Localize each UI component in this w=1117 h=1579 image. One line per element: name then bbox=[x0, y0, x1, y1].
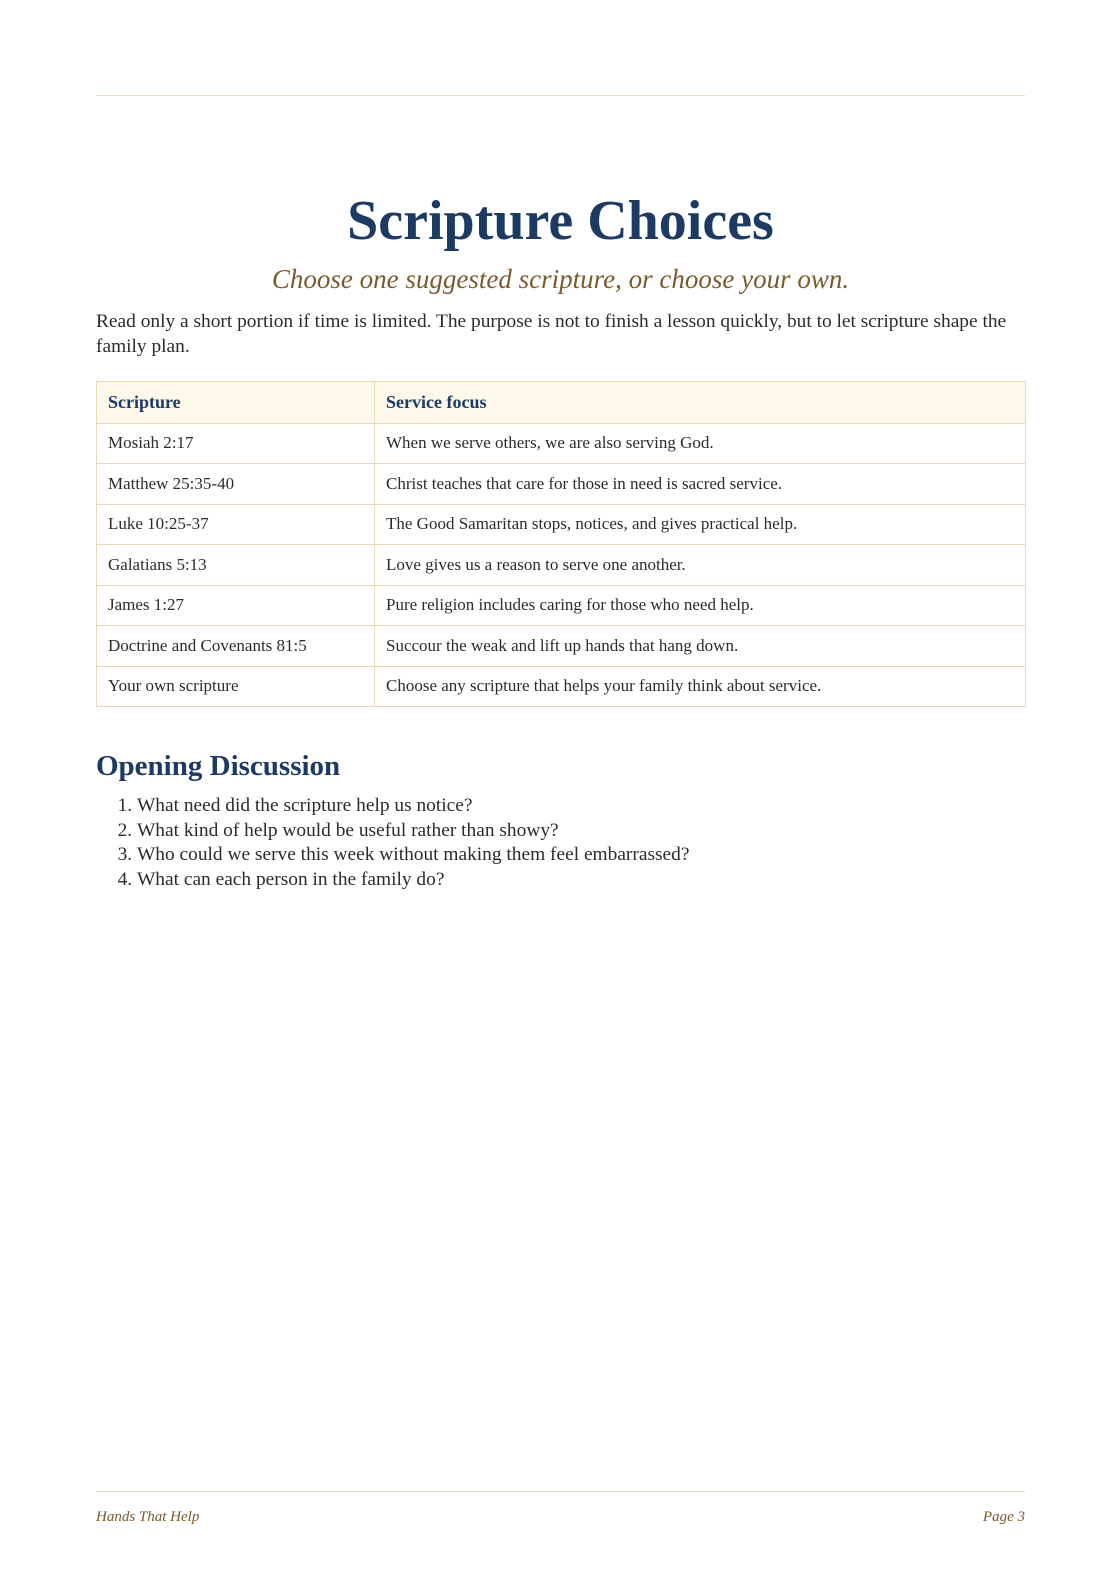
scripture-cell: Your own scripture bbox=[97, 666, 375, 707]
table-row bbox=[97, 423, 1026, 464]
footer-page-number: Page 3 bbox=[982, 1509, 1025, 1525]
page-title: Scripture Choices bbox=[347, 190, 774, 252]
list-item: 1. What need did the scripture help us notice? bbox=[137, 794, 1037, 819]
table-header-row bbox=[97, 382, 1026, 424]
service-focus-cell: Succour the weak and lift up hands that hang down. bbox=[375, 626, 1026, 667]
scripture-cell: James 1:27 bbox=[97, 585, 375, 626]
footer-divider bbox=[96, 1491, 1025, 1492]
service-focus-cell: Pure religion includes caring for those who need help. bbox=[375, 585, 1026, 626]
page-subtitle: Choose one suggested scripture, or choose your own. bbox=[271, 264, 850, 294]
discussion-list bbox=[96, 794, 1037, 893]
intro-paragraph: Read only a short portion if time is limited. The purpose is not to finish a lesson quickly, but to let scripture shape the family plan. bbox=[96, 311, 1007, 357]
service-focus-cell: When we serve others, we are also serving God. bbox=[375, 423, 1026, 464]
footer-document-title: Hands That Help bbox=[96, 1509, 200, 1525]
scripture-cell: Luke 10:25-37 bbox=[97, 504, 375, 545]
column-header-service-focus: Service focus bbox=[375, 382, 1026, 424]
scripture-cell: Doctrine and Covenants 81:5 bbox=[97, 626, 375, 667]
service-focus-cell: Love gives us a reason to serve one another. bbox=[375, 545, 1026, 586]
table-row bbox=[97, 464, 1026, 505]
table-row bbox=[97, 545, 1026, 586]
scripture-table bbox=[96, 381, 1026, 707]
service-focus-cell: The Good Samaritan stops, notices, and gives practical help. bbox=[375, 504, 1026, 545]
service-focus-cell: Choose any scripture that helps your family think about service. bbox=[375, 666, 1026, 707]
column-header-scripture: Scripture bbox=[97, 382, 375, 424]
list-item: 3. Who could we serve this week without making them feel embarrassed? bbox=[137, 843, 1037, 868]
list-item: 4. What can each person in the family do? bbox=[137, 868, 1037, 893]
list-item: 2. What kind of help would be useful rather than showy? bbox=[137, 819, 1037, 844]
table-row bbox=[97, 666, 1026, 707]
table-row bbox=[97, 626, 1026, 667]
service-focus-cell: Christ teaches that care for those in need is sacred service. bbox=[375, 464, 1026, 505]
table-row bbox=[97, 504, 1026, 545]
top-divider bbox=[96, 95, 1025, 96]
scripture-cell: Mosiah 2:17 bbox=[97, 423, 375, 464]
scripture-cell: Matthew 25:35-40 bbox=[97, 464, 375, 505]
section-heading-opening-discussion: Opening Discussion bbox=[96, 750, 341, 782]
scripture-cell: Galatians 5:13 bbox=[97, 545, 375, 586]
table-row bbox=[97, 585, 1026, 626]
